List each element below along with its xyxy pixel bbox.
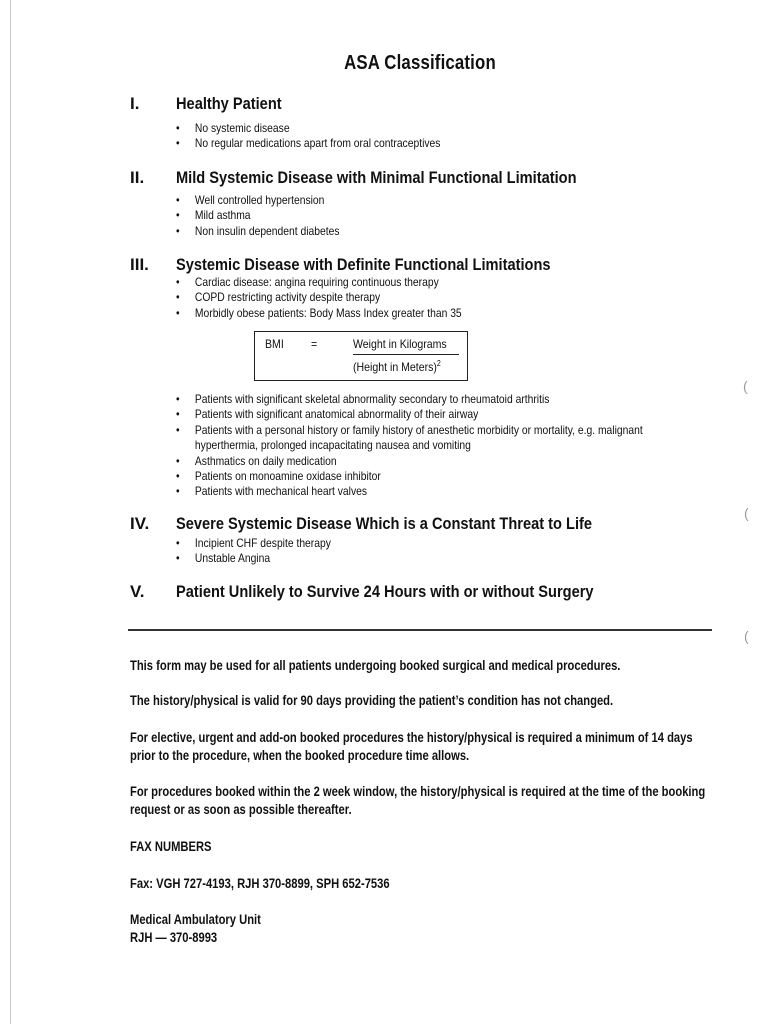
section-5-number: V. — [130, 582, 145, 601]
scan-mark: ( — [744, 505, 749, 521]
note-usage: This form may be used for all patients undergoing booked surgical and medical procedures. — [130, 657, 621, 673]
bmi-formula-box — [254, 331, 468, 381]
list-item: • Cardiac disease: angina requiring continuous therapy — [176, 275, 462, 290]
section-2-number: II. — [130, 168, 145, 187]
section-2-list — [176, 193, 366, 239]
bmi-exponent: 2 — [436, 359, 441, 368]
fax-numbers: Fax: VGH 727-4193, RJH 370-8899, SPH 652-7536 — [130, 875, 390, 891]
bmi-denominator-text: (Height in Meters) — [353, 360, 437, 374]
list-item: • Morbidly obese patients: Body Mass Index greater than 35 — [176, 306, 462, 321]
section-2-heading: Mild Systemic Disease with Minimal Functional Limitation — [176, 168, 577, 187]
list-item: • Patients with significant anatomical abnormality of their airway — [176, 407, 659, 422]
scan-mark: ( — [743, 378, 748, 394]
page-title: ASA Classification — [344, 52, 496, 74]
section-3-list — [176, 275, 508, 321]
unit-name: Medical Ambulatory Unit — [130, 911, 261, 927]
section-5-heading: Patient Unlikely to Survive 24 Hours with or without Surgery — [176, 582, 594, 601]
note-validity: The history/physical is valid for 90 days providing the patient’s condition has not changed. — [130, 692, 614, 708]
section-4-list — [176, 536, 356, 567]
bmi-label: BMI — [265, 337, 284, 351]
section-4-heading: Severe Systemic Disease Which is a Constant Threat to Life — [176, 514, 593, 533]
list-item: • Incipient CHF despite therapy — [176, 536, 331, 551]
list-item: • COPD restricting activity despite therapy — [176, 290, 462, 305]
unit-phone: RJH — 370-8993 — [130, 929, 218, 945]
scan-mark: ( — [744, 628, 749, 644]
bmi-numerator: Weight in Kilograms — [353, 337, 447, 351]
section-4-number: IV. — [130, 514, 150, 533]
list-item: • Mild asthma — [176, 208, 340, 223]
list-item: • Non insulin dependent diabetes — [176, 224, 340, 239]
divider — [128, 629, 712, 631]
list-item: • No regular medications apart from oral contraceptives — [176, 136, 440, 151]
note-two-week: For procedures booked within the 2 week window, the history/physical is required at the time of the booking request or as soon as possible thereafter. — [130, 783, 706, 817]
fax-heading: FAX NUMBERS — [130, 838, 212, 854]
bmi-equals: = — [311, 337, 318, 351]
list-item: • No systemic disease — [176, 121, 440, 136]
list-item: • Asthmatics on daily medication — [176, 454, 659, 469]
list-item: • Patients on monoamine oxidase inhibitor — [176, 469, 659, 484]
section-3-heading: Systemic Disease with Definite Functional Limitations — [176, 255, 551, 274]
bmi-denominator — [353, 359, 441, 374]
scan-edge-line — [10, 0, 11, 1024]
section-3-number: III. — [130, 255, 149, 274]
list-item: • Patients with mechanical heart valves — [176, 484, 659, 499]
note-elective: For elective, urgent and add-on booked procedures the history/physical is required a minimum of 14 days prior to the procedure, when the booked procedure time allows. — [130, 729, 693, 763]
fraction-bar — [353, 354, 459, 355]
list-item: • Patients with significant skeletal abnormality secondary to rheumatoid arthritis — [176, 392, 659, 407]
section-1-list — [176, 121, 483, 152]
section-1-heading: Healthy Patient — [176, 94, 282, 113]
list-item: • Unstable Angina — [176, 551, 331, 566]
list-item: • Well controlled hypertension — [176, 193, 340, 208]
section-1-number: I. — [130, 94, 140, 113]
section-3-list-continued — [176, 392, 738, 500]
list-item: • Patients with a personal history or family history of anesthetic morbidity or mortality, e.g. malignant hyperthermia, prolonged incapacitating nausea and vomiting — [176, 423, 659, 454]
